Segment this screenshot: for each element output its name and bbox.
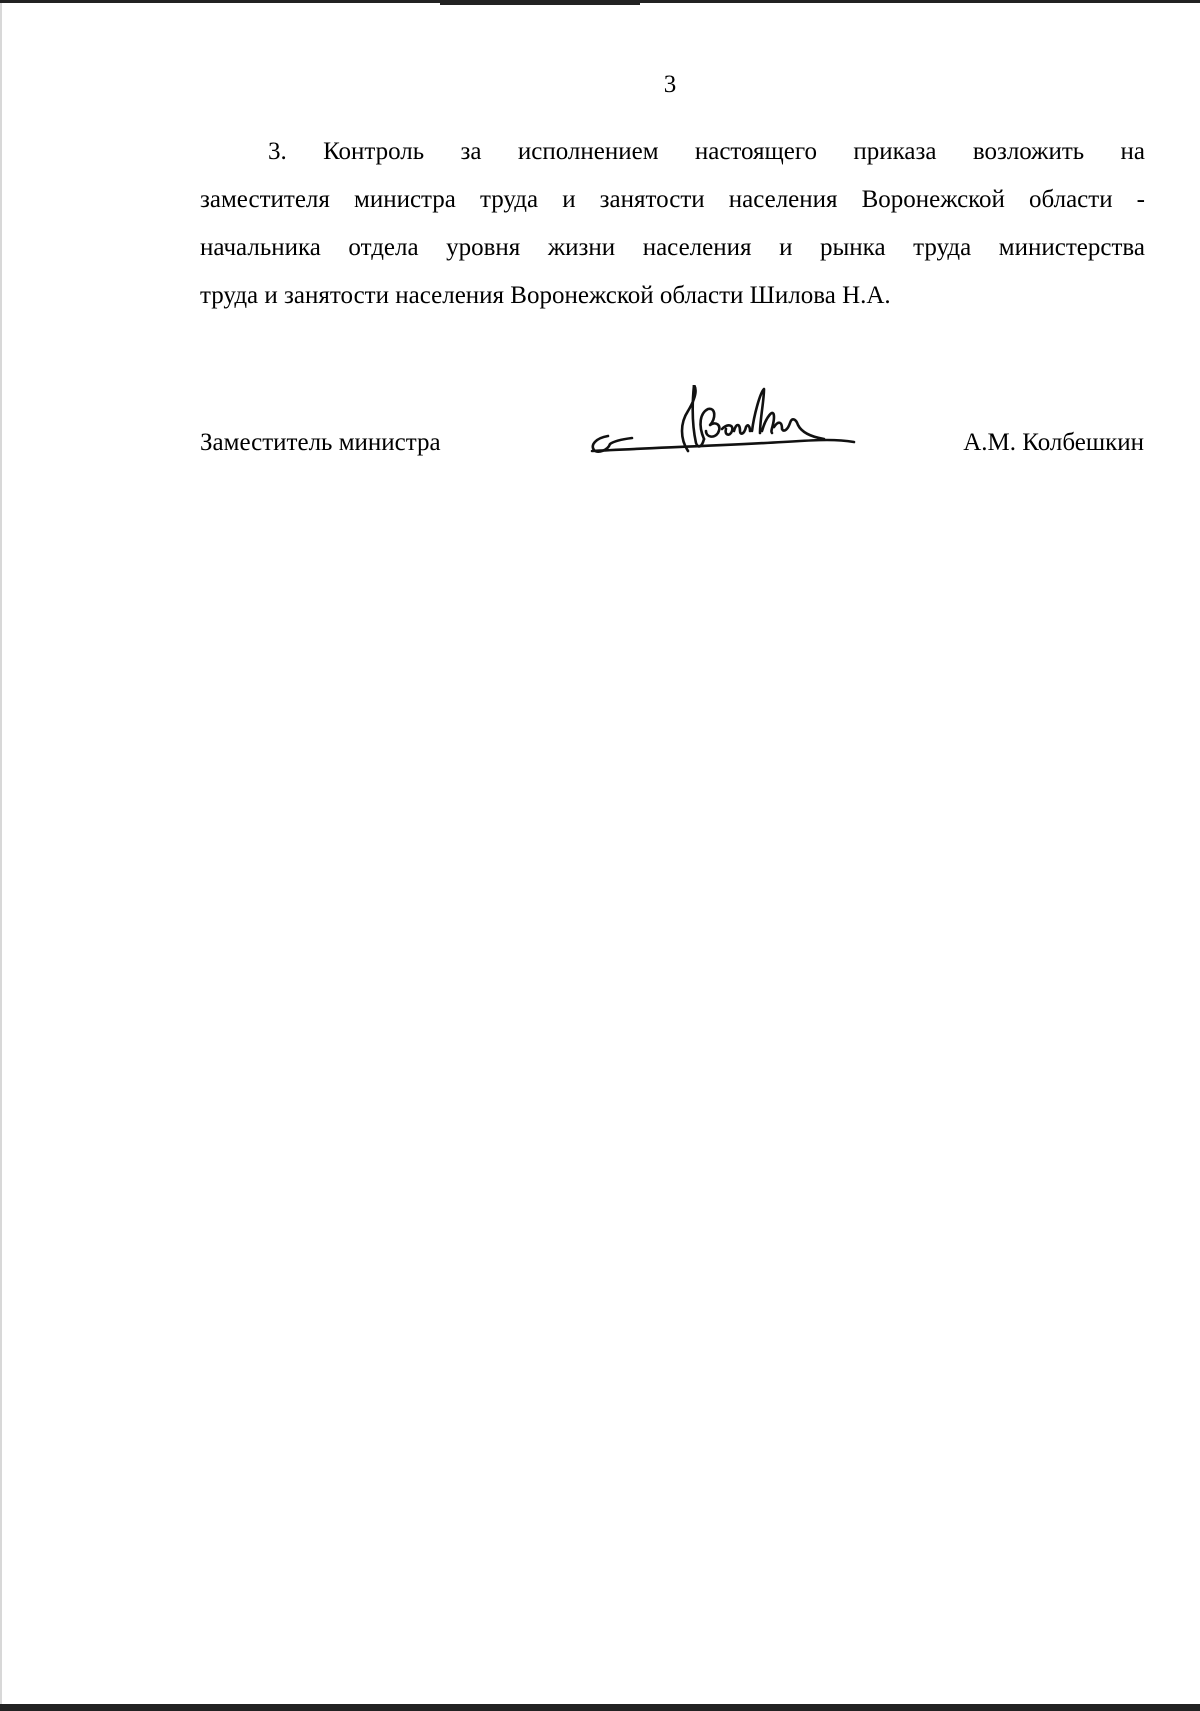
paragraph-line-3: [200, 224, 1145, 272]
word: настоящего: [694, 138, 818, 165]
paragraph-line-2: [200, 176, 1145, 224]
paragraph-line-1: [200, 128, 1145, 176]
word: на: [1120, 138, 1145, 165]
word: исполнением: [517, 138, 659, 165]
word: занятости: [599, 186, 705, 213]
word: труда: [479, 186, 539, 213]
word: за: [460, 138, 482, 165]
word: рынка: [820, 234, 886, 261]
word: населения: [728, 186, 838, 213]
word: заместителя: [200, 186, 330, 213]
scan-bottom-edge: [0, 1704, 1200, 1711]
word: приказа: [853, 138, 937, 165]
scan-left-edge: [0, 0, 2, 1711]
word: -: [1136, 186, 1145, 213]
paragraph-item-3: [200, 128, 1145, 320]
signature-icon: [588, 385, 860, 505]
word: жизни: [547, 234, 616, 261]
signatory-title: Заместитель министра: [200, 429, 441, 456]
scan-top-notch: [440, 0, 640, 5]
word: 3.: [268, 138, 287, 165]
word: и: [779, 234, 793, 261]
word: министра: [354, 186, 456, 213]
word: отдела: [348, 234, 419, 261]
paragraph-line-4: труда и занятости населения Воронежской области Шилова Н.А.: [200, 282, 891, 309]
word: Воронежской: [861, 186, 1005, 213]
word: области: [1029, 186, 1113, 213]
word: возложить: [972, 138, 1085, 165]
word: населения: [642, 234, 752, 261]
word: министерства: [998, 234, 1145, 261]
word: уровня: [446, 234, 521, 261]
page-number: 3: [663, 71, 677, 98]
signatory-name: А.М. Колбешкин: [963, 429, 1144, 456]
word: и: [562, 186, 576, 213]
word: труда: [913, 234, 972, 261]
word: Контроль: [323, 138, 425, 165]
word: начальника: [200, 234, 321, 261]
